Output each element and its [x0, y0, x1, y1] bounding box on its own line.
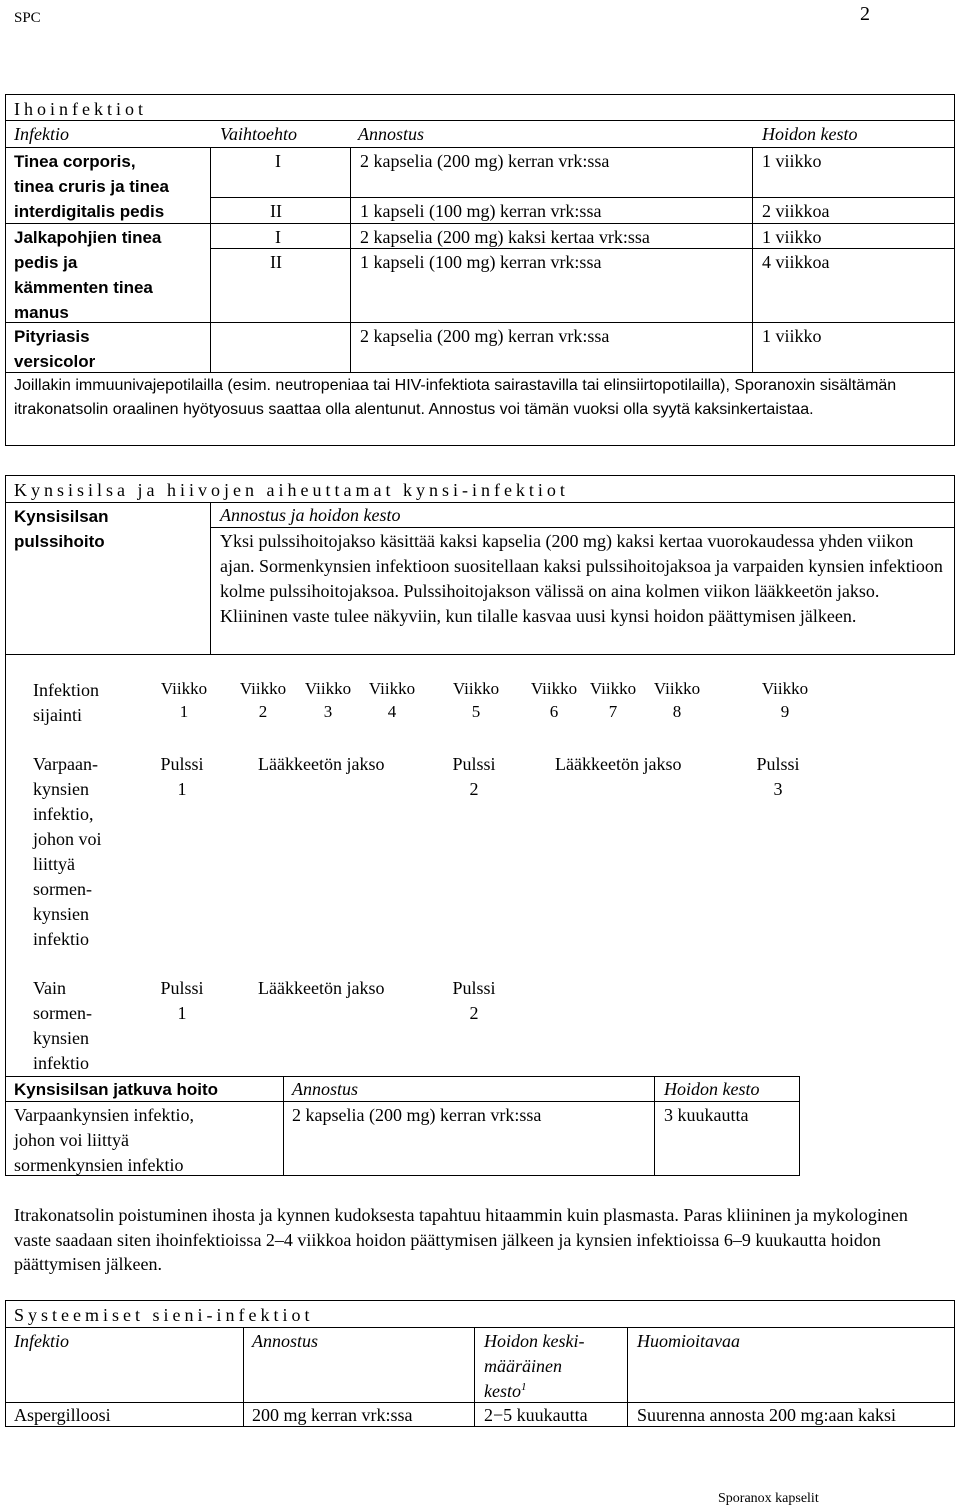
skin-row2-dur1: 1 viikko	[762, 227, 822, 247]
week-5: Viikko 5	[452, 679, 500, 721]
continuous-duration: 3 kuukautta	[664, 1105, 749, 1125]
skin-row3-dose: 2 kapselia (200 mg) kerran vrk:ssa	[360, 326, 610, 346]
row1-pulse-1: Pulssi 1	[160, 754, 204, 799]
systemic-col-note: Huomioitavaa	[637, 1331, 740, 1351]
row2-pulse-2: Pulssi 2	[452, 978, 496, 1023]
skin-row2-opt2: II	[270, 252, 282, 272]
systemic-row-dose: 200 mg kerran vrk:ssa	[252, 1405, 413, 1425]
row1-drug-free-2: Lääkkeetön jakso	[555, 754, 682, 774]
schedule-row1-label: Varpaan- kynsien infektio, johon voi liittyä sormen- kynsien infektio	[33, 754, 102, 949]
skin-row1-dose2: 1 kapseli (100 mg) kerran vrk:ssa	[360, 201, 602, 221]
pulse-col-header: Annostus ja hoidon kesto	[220, 505, 401, 525]
footer-text: Sporanox kapselit	[718, 1491, 819, 1506]
week-1: Viikko 1	[160, 679, 208, 721]
continuous-dose: 2 kapselia (200 mg) kerran vrk:ssa	[292, 1105, 542, 1125]
skin-row1-infection: Tinea corporis, tinea cruris ja tinea interdigitalis pedis	[14, 152, 169, 221]
schedule-location-label: Infektion sijainti	[33, 680, 99, 725]
systemic-table-title: Systeemiset sieni-infektiot	[14, 1305, 314, 1325]
row1-pulse-2: Pulssi 2	[452, 754, 496, 799]
systemic-row-note: Suurenna annosta 200 mg:aan kaksi	[637, 1405, 896, 1425]
week-6: Viikko 6	[530, 679, 578, 721]
systemic-col-annostus: Annostus	[252, 1331, 319, 1351]
week-4: Viikko 4	[368, 679, 416, 721]
elimination-text: Itrakonatsolin poistuminen ihosta ja kynnen kudoksesta tapahtuu hitaammin kuin plasmasta. Paras kliininen ja mykologinen vaste saadaan siten ihoinfektioissa 2–4 viikkoa hoidon päättymisen jälkeen ja kynsien infektioissa 6–9 kuukautta hoidon päättymisen jälkeen.	[14, 1205, 908, 1274]
skin-row1-dur2: 2 viikkoa	[762, 201, 830, 221]
header-left: SPC	[14, 10, 41, 26]
col-infektio: Infektio	[14, 124, 69, 144]
nail-table-title: Kynsisilsa ja hiivojen aiheuttamat kynsi-infektiot	[14, 480, 569, 500]
continuous-label: Kynsisilsan jatkuva hoito	[14, 1080, 219, 1099]
row2-pulse-1: Pulssi 1	[160, 978, 204, 1023]
continuous-col-dose: Annostus	[292, 1079, 359, 1099]
week-9: Viikko 9	[761, 679, 809, 721]
skin-row1-dose1: 2 kapselia (200 mg) kerran vrk:ssa	[360, 151, 610, 171]
week-7: Viikko 7	[589, 679, 637, 721]
page-number: 2	[860, 3, 870, 25]
schedule-row2-label: Vain sormen- kynsien infektio	[33, 978, 92, 1073]
skin-row2-dur2: 4 viikkoa	[762, 252, 830, 272]
row2-drug-free-1: Lääkkeetön jakso	[258, 978, 385, 998]
skin-row2-dose2: 1 kapseli (100 mg) kerran vrk:ssa	[360, 252, 602, 272]
skin-row1-opt2: II	[270, 201, 282, 221]
skin-row3-infection: Pityriasis versicolor	[14, 327, 96, 371]
col-hoidon-kesto: Hoidon kesto	[762, 124, 858, 144]
systemic-row-infection: Aspergilloosi	[14, 1405, 111, 1425]
skin-row3-dur: 1 viikko	[762, 326, 822, 346]
row1-drug-free-1: Lääkkeetön jakso	[258, 754, 385, 774]
continuous-col-duration: Hoidon kesto	[664, 1079, 760, 1099]
systemic-col-duration-text: Hoidon keski- määräinen kesto	[484, 1331, 585, 1401]
continuous-row-label: Varpaankynsien infektio, johon voi liittyä sormenkynsien infektio	[14, 1105, 194, 1175]
skin-row1-opt1: I	[275, 151, 281, 171]
skin-table-title: Ihoinfektiot	[14, 99, 147, 119]
pulse-label: Kynsisilsan pulssihoito	[14, 507, 109, 551]
skin-row1-dur1: 1 viikko	[762, 151, 822, 171]
skin-row2-infection: Jalkapohjien tinea pedis ja kämmenten tinea manus	[14, 228, 162, 322]
week-3: Viikko 3	[304, 679, 352, 721]
pulse-text: Yksi pulssihoitojakso käsittää kaksi kapselia (200 mg) kaksi kertaa vuorokaudessa yhden viikon ajan. Sormenkynsien infektioon suositellaan kaksi pulssihoitojaksoa ja varpaiden kynsien infektioon kolme pulssihoitojaksoa. Pulssihoitojakson välissä on aina kolmen viikon lääkkeetön jakso. Kliininen vaste tulee näkyviin, kun tilalle kasvaa uusi kynsi hoidon päättymisen jälkeen.	[220, 531, 943, 626]
week-8: Viikko 8	[653, 679, 701, 721]
systemic-row-duration: 2−5 kuukautta	[484, 1405, 588, 1425]
col-vaihtoehto: Vaihtoehto	[220, 124, 297, 144]
footnote-mark: 1	[520, 1381, 527, 1393]
col-annostus: Annostus	[358, 124, 425, 144]
skin-row2-dose1: 2 kapselia (200 mg) kaksi kertaa vrk:ssa	[360, 227, 650, 247]
week-2: Viikko 2	[239, 679, 287, 721]
row1-pulse-3: Pulssi 3	[756, 754, 800, 799]
systemic-col-infektio: Infektio	[14, 1331, 69, 1351]
skin-note: Joillakin immuunivajepotilailla (esim. neutropeniaa tai HIV-infektiota sairastavilla tai elinsiirtopotilailla), Sporanoxin sisältämän itrakonatsolin oraalinen hyötyosuus saattaa olla alentunut. Annostus voi tämän vuoksi olla syytä kaksinkertaistaa.	[14, 377, 897, 418]
skin-row2-opt1: I	[275, 227, 281, 247]
systemic-col-duration	[484, 1329, 584, 1404]
